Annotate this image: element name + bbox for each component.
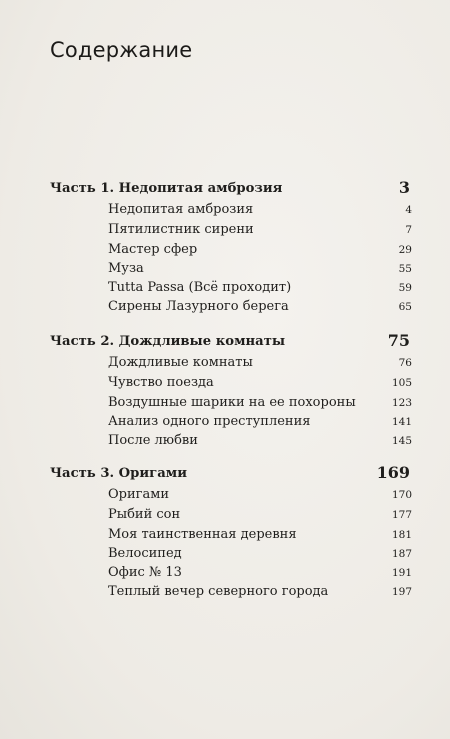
toc-entry[interactable] bbox=[50, 433, 412, 453]
entry-title: Моя таинственная деревня bbox=[108, 527, 297, 542]
entry-page-number: 123 bbox=[391, 397, 412, 409]
toc-entry[interactable] bbox=[50, 395, 412, 415]
entry-title: Мастер сфер bbox=[108, 242, 198, 257]
entry-page-number: 65 bbox=[398, 301, 412, 313]
entry-page-number: 191 bbox=[391, 567, 412, 579]
toc-entry[interactable] bbox=[50, 487, 412, 507]
toc-entry[interactable] bbox=[50, 414, 412, 434]
toc-entry[interactable] bbox=[50, 261, 412, 281]
entry-page-number: 141 bbox=[391, 416, 412, 428]
entry-page-number: 105 bbox=[391, 377, 412, 389]
entry-title: Воздушные шарики на ее похороны bbox=[108, 395, 356, 410]
entry-title: Муза bbox=[108, 261, 144, 276]
entry-page-number: 7 bbox=[405, 224, 412, 236]
entry-page-number: 29 bbox=[398, 244, 412, 256]
entry-title: Чувство поезда bbox=[108, 375, 214, 390]
toc-entry[interactable] bbox=[50, 546, 412, 566]
entry-page-number: 145 bbox=[391, 435, 412, 447]
entry-title: Дождливые комнаты bbox=[108, 355, 253, 370]
entry-page-number: 181 bbox=[391, 529, 412, 541]
toc-entry[interactable] bbox=[50, 242, 412, 262]
entry-title: После любви bbox=[108, 433, 198, 448]
toc-entry[interactable] bbox=[50, 202, 412, 222]
part-title: Часть 2. Дождливые комнаты bbox=[50, 334, 286, 349]
toc-entry[interactable] bbox=[50, 222, 412, 242]
entry-title: Оригами bbox=[108, 487, 169, 502]
toc-entry[interactable] bbox=[50, 565, 412, 585]
entry-title: Велосипед bbox=[108, 546, 182, 561]
entry-page-number: 59 bbox=[398, 282, 412, 294]
part-page-number: 75 bbox=[387, 331, 410, 350]
entry-title: Недопитая амброзия bbox=[108, 202, 254, 217]
toc-entry[interactable] bbox=[50, 507, 412, 527]
toc-entry[interactable] bbox=[50, 375, 412, 395]
toc-entry[interactable] bbox=[50, 299, 412, 319]
entry-title: Сирены Лазурного берега bbox=[108, 299, 289, 314]
entry-page-number: 55 bbox=[398, 263, 412, 275]
entry-title: Рыбий сон bbox=[108, 507, 181, 522]
entry-page-number: 187 bbox=[391, 548, 412, 560]
entry-title: Анализ одного преступления bbox=[108, 414, 311, 429]
page-title: Содержание bbox=[50, 38, 193, 62]
toc-entry[interactable] bbox=[50, 584, 412, 604]
part-title: Часть 1. Недопитая амброзия bbox=[50, 181, 283, 196]
part-title: Часть 3. Оригами bbox=[50, 466, 188, 481]
part-page-number: 3 bbox=[398, 178, 410, 197]
toc-entry[interactable] bbox=[50, 355, 412, 375]
entry-page-number: 4 bbox=[405, 204, 412, 216]
entry-page-number: 177 bbox=[391, 509, 412, 521]
toc-part-2[interactable] bbox=[50, 331, 410, 354]
entry-title: Пятилистник сирени bbox=[108, 222, 254, 237]
toc-part-1[interactable] bbox=[50, 178, 410, 201]
entry-title: Tutta Passa (Всё проходит) bbox=[108, 280, 292, 295]
entry-page-number: 76 bbox=[398, 357, 412, 369]
entry-page-number: 170 bbox=[391, 489, 412, 501]
entry-title: Офис № 13 bbox=[108, 565, 182, 580]
toc-entry[interactable] bbox=[50, 280, 412, 300]
toc-part-3[interactable] bbox=[50, 463, 410, 486]
entry-page-number: 197 bbox=[391, 586, 412, 598]
part-page-number: 169 bbox=[376, 463, 410, 482]
entry-title: Теплый вечер северного города bbox=[108, 584, 329, 599]
toc-entry[interactable] bbox=[50, 527, 412, 547]
